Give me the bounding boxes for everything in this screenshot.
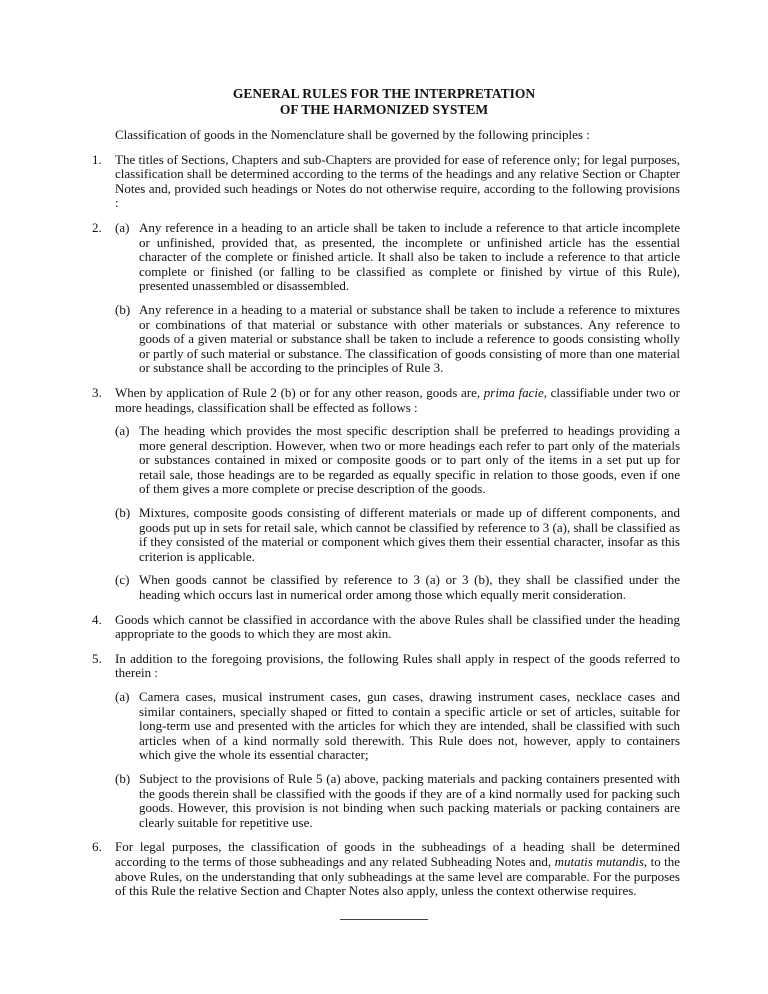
sub-text: The heading which provides the most specific description shall be preferred to headings providing a more general description. However, when two or more headings each refer to part only of the materials or substances contained in mixed or composite goods or to part only of the items in a set put up for retail sale, those headings are to be regarded as equally specific in relation to those goods, even if one of them gives a more complete or precise description of the goods. bbox=[139, 423, 680, 497]
rule-text: In addition to the foregoing provisions, the following Rules shall apply in respect of the goods referred to therein : bbox=[115, 650, 680, 681]
rule-2a bbox=[115, 221, 680, 294]
rule-3a bbox=[115, 424, 680, 497]
sub-label: (b) bbox=[115, 505, 131, 521]
rule-2b bbox=[115, 303, 680, 376]
sub-text: When goods cannot be classified by reference to 3 (a) or 3 (b), they shall be classified under the heading which occurs last in numerical order among those which equally merit consideration. bbox=[139, 572, 680, 603]
rule-text bbox=[115, 840, 680, 898]
rule-5b bbox=[115, 772, 680, 830]
sub-text: Subject to the provisions of Rule 5 (a) above, packing materials and packing containers presented with the goods therein shall be classified with the goods if they are of a kind normally used for packing such goods. However, this provision is not binding when such packing materials or packing containers are clearly suitable for repetitive use. bbox=[139, 770, 680, 830]
rule-5 bbox=[92, 652, 680, 831]
intro-text: Classification of goods in the Nomenclature shall be governed by the following principles : bbox=[115, 127, 590, 142]
sub-text: Camera cases, musical instrument cases, gun cases, drawing instrument cases, necklace cases and similar containers, specially shaped or fitted to contain a specific article or set of articles, suitable for long-term use and presented with the articles for which they are intended, shall be classified with such articles when of a kind normally sold therewith. This Rule does not, however, apply to containers which give the whole its essential character; bbox=[139, 689, 680, 763]
text-part: , classifiable under two or more headings, classification shall be effected as follows : bbox=[115, 384, 681, 415]
rule-number: 4. bbox=[92, 611, 102, 627]
rule-6 bbox=[92, 840, 680, 898]
sub-text: Any reference in a heading to a material or substance shall be taken to include a reference to mixtures or combinations of that material or substance with other materials or substances. Any reference to goods of a given material or substance shall be taken to include a reference to goods consisting wholly or partly of such material or substance. The classification of goods consisting of more than one material or substance shall be according to the principles of Rule 3. bbox=[139, 301, 680, 376]
rule-number: 1. bbox=[92, 151, 102, 167]
sub-label: (b) bbox=[115, 770, 131, 786]
end-divider bbox=[340, 919, 428, 920]
rule-2 bbox=[92, 221, 680, 376]
rule-text bbox=[115, 386, 680, 415]
rule-number: 6. bbox=[92, 839, 102, 855]
sub-label: (a) bbox=[115, 219, 130, 235]
rule-5a bbox=[115, 690, 680, 763]
rule-text: The titles of Sections, Chapters and sub-Chapters are provided for ease of reference only; for legal purposes, classification shall be determined according to the terms of the headings and any relative Section or Chapter Notes and, provided such headings or Notes do not otherwise require, according to the following provisions : bbox=[115, 151, 680, 211]
sub-label: (b) bbox=[115, 301, 131, 317]
italic-term: prima facie bbox=[483, 384, 544, 400]
sub-label: (a) bbox=[115, 423, 130, 439]
text-part: For legal purposes, the classification of goods in the subheadings of a heading shall be determined according to the terms of those subheadings and any related Subheading Notes and, bbox=[115, 839, 680, 869]
text-part: , to the above Rules, on the understanding that only subheadings at the same level are comparable. For the purposes of this Rule the relative Section and Chapter Notes also apply, unless the context otherwise requires. bbox=[115, 853, 680, 899]
rule-3b bbox=[115, 506, 680, 564]
title-line-1: GENERAL RULES FOR THE INTERPRETATION bbox=[232, 86, 536, 101]
text-part: When by application of Rule 2 (b) or for any other reason, goods are, bbox=[115, 384, 484, 400]
rule-1 bbox=[92, 153, 680, 211]
sub-text: Mixtures, composite goods consisting of different materials or made up of different components, and goods put up in sets for retail sale, which cannot be classified by reference to 3 (a), shall be classified as if they consisted of the material or component which gives them their essential character, insofar as this criterion is applicable. bbox=[139, 505, 680, 564]
rule-4 bbox=[92, 613, 680, 642]
title-line-2: OF THE HARMONIZED SYSTEM bbox=[279, 102, 489, 117]
rule-3c bbox=[115, 573, 680, 602]
rule-number: 5. bbox=[92, 650, 102, 666]
sub-text: Any reference in a heading to an article shall be taken to include a reference to that article incomplete or unfinished, provided that, as presented, the incomplete or unfinished article has the essential character of the complete or finished article. It shall also be taken to include a reference to that article complete or finished (or falling to be classified as complete or finished by virtue of this Rule), presented unassembled or disassembled. bbox=[139, 219, 680, 294]
rule-3 bbox=[92, 386, 680, 603]
sub-label: (c) bbox=[115, 572, 130, 588]
rule-number: 2. bbox=[92, 219, 102, 235]
italic-term: mutatis mutandis bbox=[554, 853, 644, 869]
sub-label: (a) bbox=[115, 689, 130, 704]
rule-number: 3. bbox=[92, 384, 102, 400]
rule-text: Goods which cannot be classified in accordance with the above Rules shall be classified under the heading appropriate to the goods to which they are most akin. bbox=[115, 611, 680, 642]
document-title bbox=[0, 86, 768, 118]
